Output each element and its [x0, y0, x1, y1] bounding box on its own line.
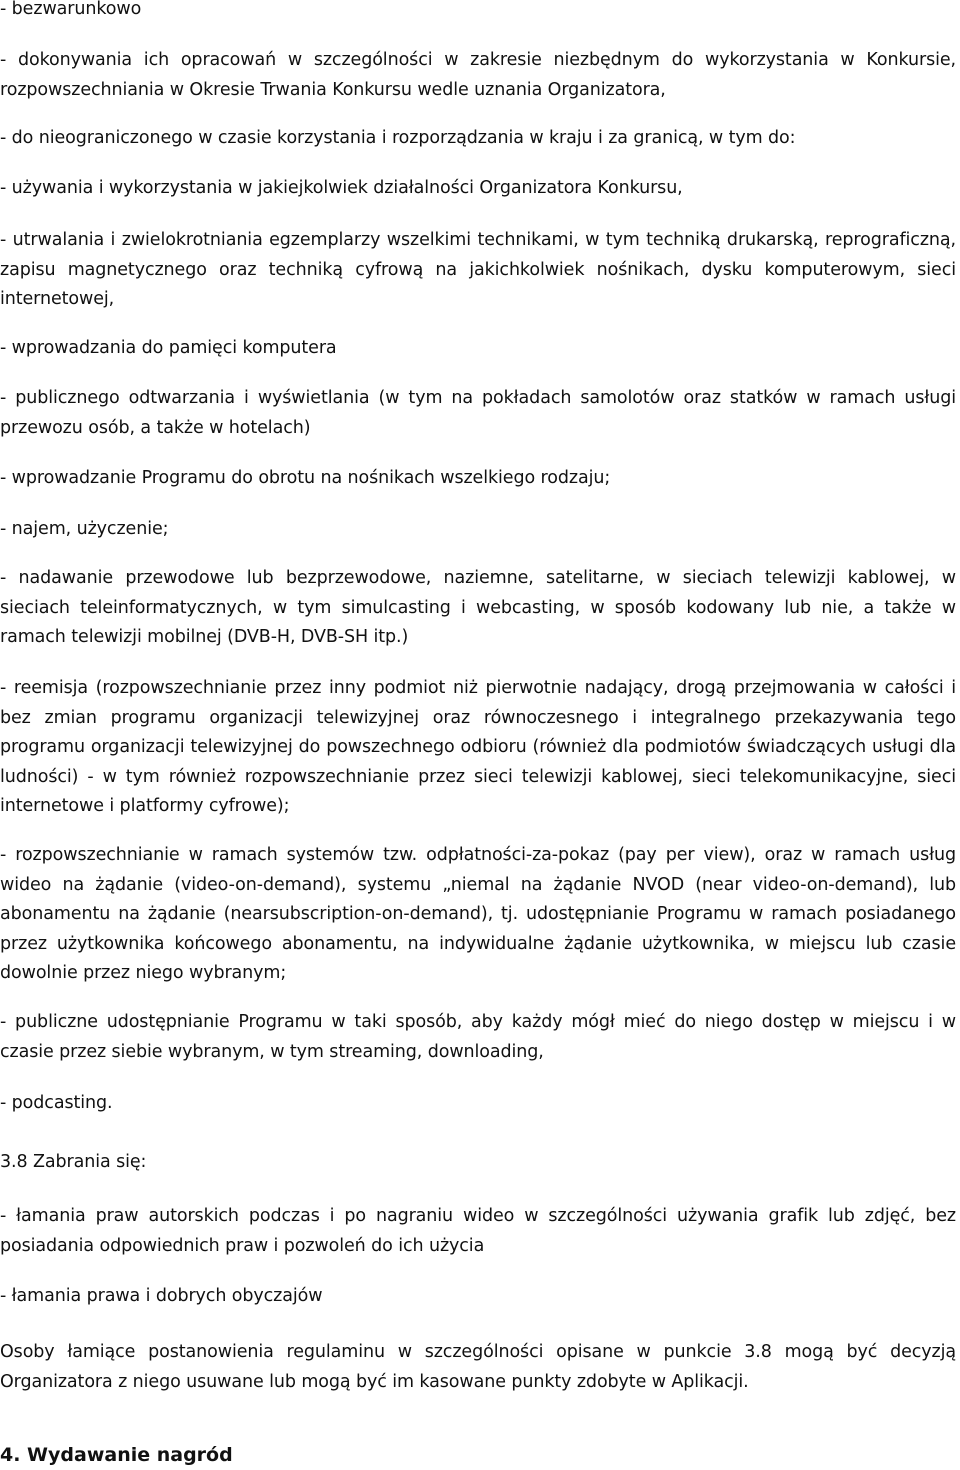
paragraph-prawa-autorskie: - łamania praw autorskich podczas i po nagraniu wideo w szczególności używania grafik lub zdjęć, bez posiadania odpowiednich praw i pozwoleń do ich użycia: [0, 1206, 956, 1256]
paragraph-nadawanie: - nadawanie przewodowe lub bezprzewodowe, naziemne, satelitarne, w sieciach telewizji kablowej, w sieciach teleinformatycznych, w tym simulcasting i webcasting, w sposób kodowany lub nie, a także w ramach telewizji mobilnej (DVB-H, DVB-SH itp.): [0, 568, 956, 647]
paragraph-obyczaje: - łamania prawa i dobrych obyczajów: [0, 1286, 323, 1306]
paragraph-podcasting: - podcasting.: [0, 1093, 113, 1113]
paragraph-pamiec: - wprowadzania do pamięci komputera: [0, 338, 337, 358]
section-heading: 4. Wydawanie nagród: [0, 1444, 233, 1466]
paragraph-opracowania: - dokonywania ich opracowań w szczególności w zakresie niezbędnym do wykorzystania w Konkursie, rozpowszechniania w Okresie Trwania Konkursu wedle uznania Organizatora,: [0, 50, 956, 100]
paragraph-najem: - najem, użyczenie;: [0, 519, 169, 539]
paragraph-uzywanie: - używania i wykorzystania w jakiejkolwiek działalności Organizatora Konkursu,: [0, 178, 683, 198]
paragraph-bezwarunkowo: - bezwarunkowo: [0, 0, 142, 19]
paragraph-osoby: Osoby łamiące postanowienia regulaminu w szczególności opisane w punkcie 3.8 mogą być decyzją Organizatora z niego usuwane lub mogą być im kasowane punkty zdobyte w Aplikacji.: [0, 1342, 956, 1392]
paragraph-rozpowszechnianie: - rozpowszechnianie w ramach systemów tzw. odpłatności-za-pokaz (pay per view), oraz w ramach usług wideo na żądanie (video-on-demand), systemu „niemal na żądanie NVOD (near video-on-demand), lub abonamentu na żądanie (nearsubscription-on-demand), tj. udostępnianie Programu w ramach posiadanego przez użytkownika końcowego abonamentu, na indywidualne żądanie użytkownika, w miejscu lub czasie dowolnie przez niego wybranym;: [0, 845, 956, 983]
paragraph-korzystanie: - do nieograniczonego w czasie korzystania i rozporządzania w kraju i za granicą, w tym do:: [0, 128, 796, 148]
paragraph-zabrania: 3.8 Zabrania się:: [0, 1152, 147, 1172]
paragraph-obrot: - wprowadzanie Programu do obrotu na nośnikach wszelkiego rodzaju;: [0, 468, 611, 488]
paragraph-udostepnianie: - publiczne udostępnianie Programu w taki sposób, aby każdy mógł mieć do niego dostęp w miejscu i w czasie przez siebie wybranym, w tym streaming, downloading,: [0, 1012, 956, 1062]
paragraph-utrwalanie: - utrwalania i zwielokrotniania egzemplarzy wszelkimi technikami, w tym techniką drukarską, reprograficzną, zapisu magnetycznego oraz techniką cyfrową na jakichkolwiek nośnikach, dysku komputerowym, sieci internetowej,: [0, 230, 956, 309]
paragraph-odtwarzanie: - publicznego odtwarzania i wyświetlania (w tym na pokładach samolotów oraz statków w ramach usługi przewozu osób, a także w hotelach): [0, 388, 956, 438]
paragraph-reemisja: - reemisja (rozpowszechnianie przez inny podmiot niż pierwotnie nadający, drogą przejmowania w całości i bez zmian programu organizacji telewizyjnej oraz równoczesnego i integralnego przekazywania tego programu organizacji telewizyjnej do powszechnego odbioru (również dla podmiotów świadczących usługi dla ludności) - w tym również rozpowszechnianie przez sieci telewizji kablowej, sieci telekomunikacyjne, sieci internetowe i platformy cyfrowe);: [0, 678, 956, 816]
